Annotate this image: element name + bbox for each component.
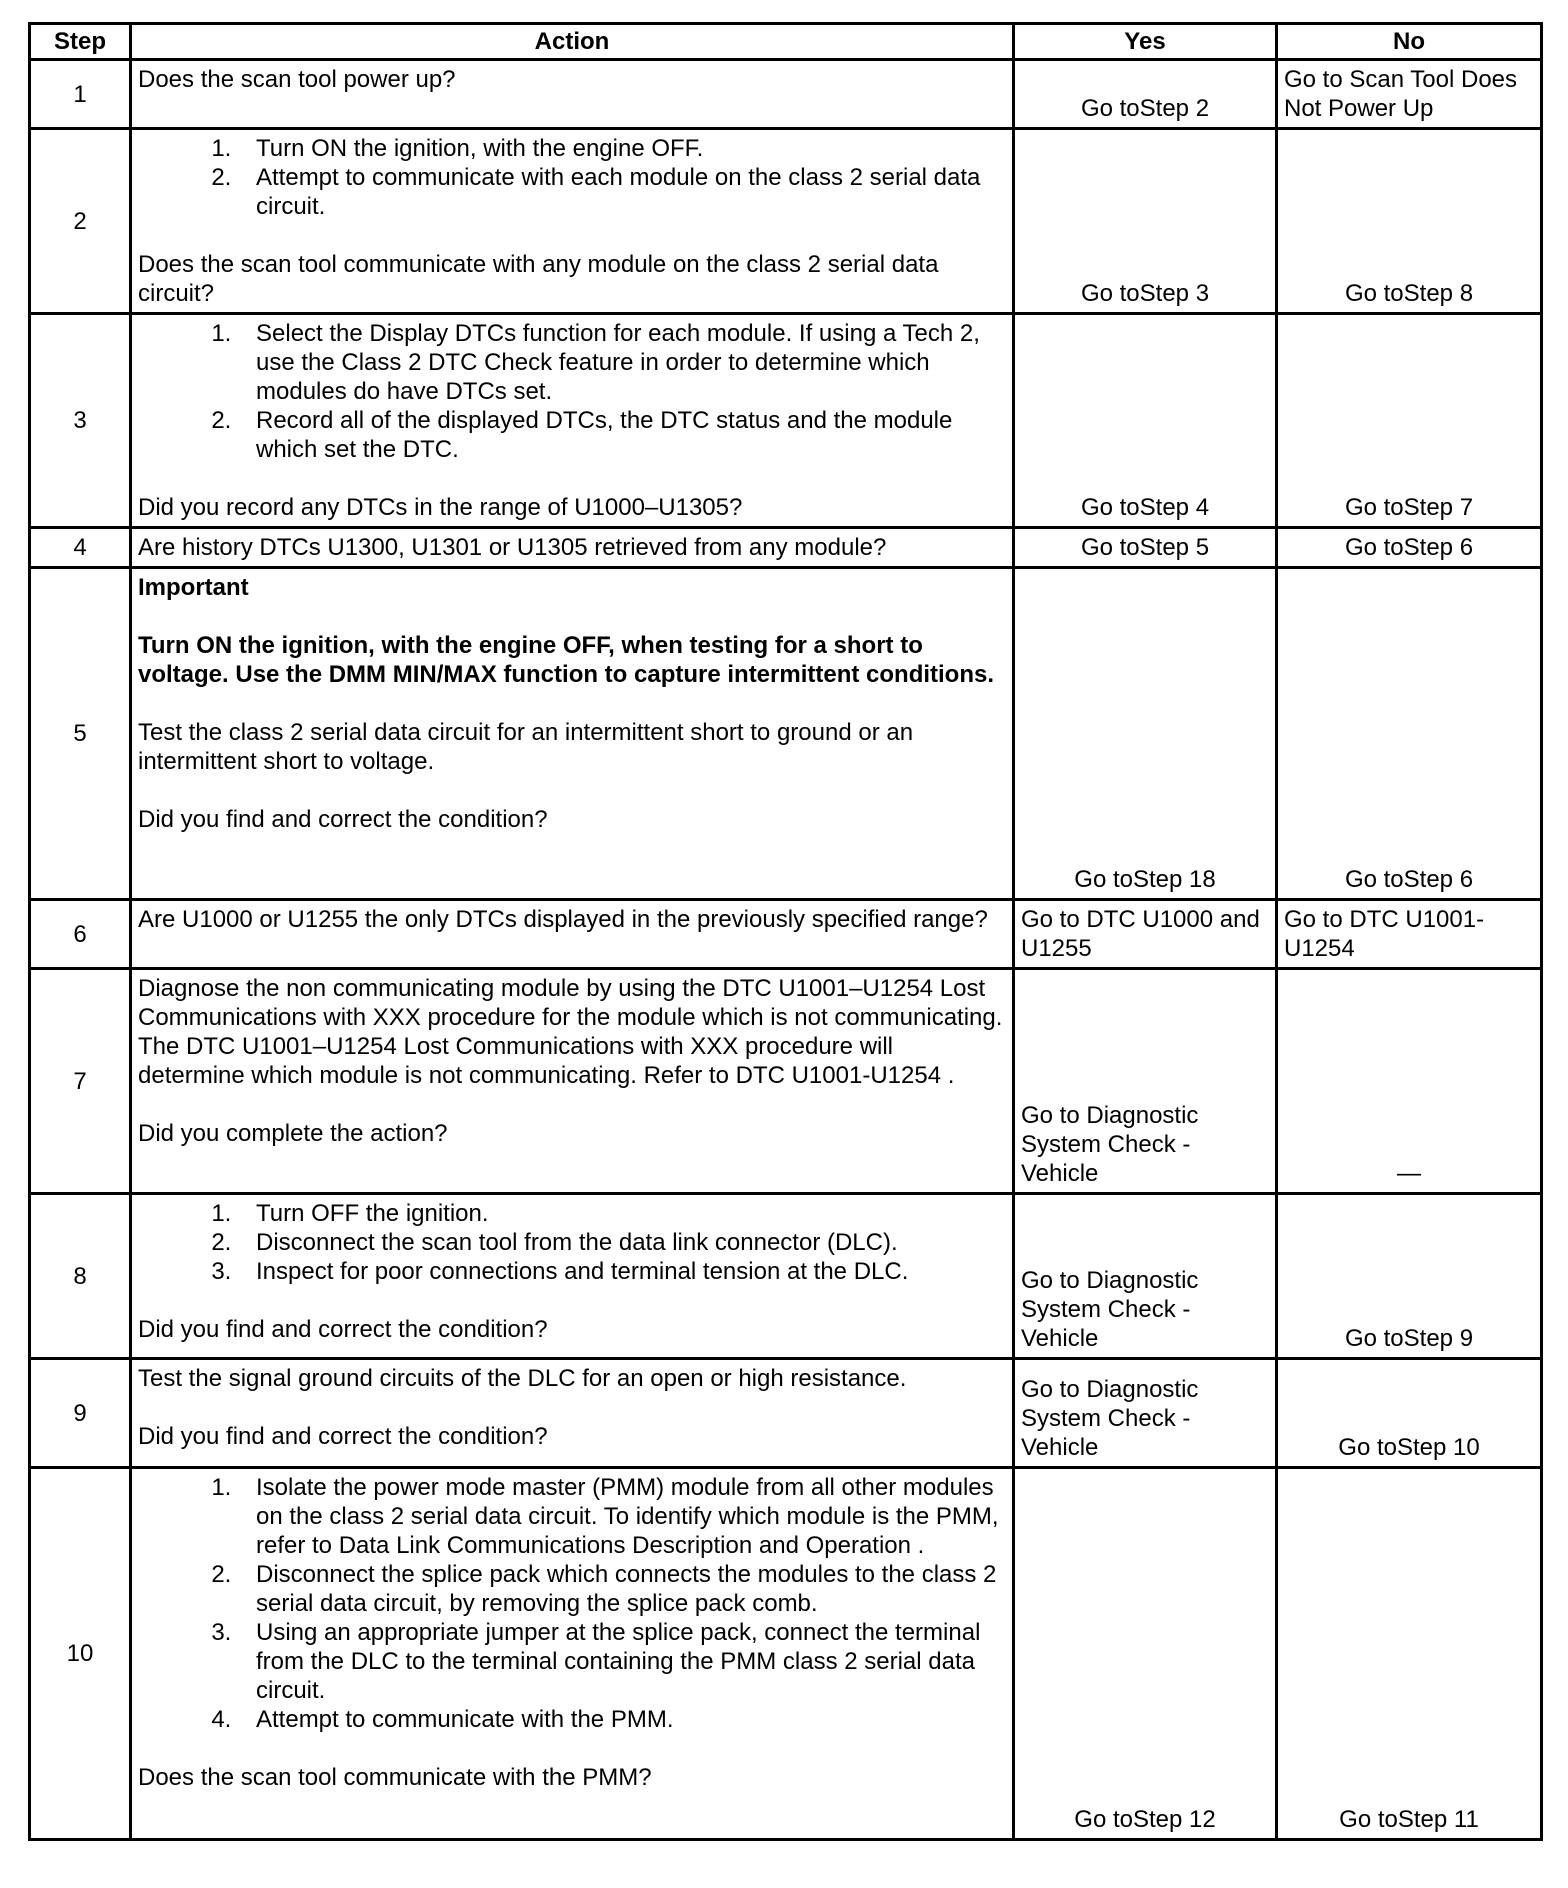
no-cell: Go toStep 11 — [1277, 1468, 1542, 1840]
table-row — [30, 1194, 1542, 1359]
action-cell — [131, 528, 1014, 568]
header-step: Step — [30, 24, 131, 60]
action-list-item: 4. Attempt to communicate with the PMM. — [238, 1705, 1006, 1734]
no-cell: Go toStep 6 — [1277, 568, 1542, 900]
action-cell — [131, 1359, 1014, 1468]
no-cell: Go toStep 7 — [1277, 314, 1542, 528]
action-cell — [131, 900, 1014, 969]
yes-cell: Go to Diagnostic System Check - Vehicle — [1014, 1194, 1277, 1359]
table-row — [30, 528, 1542, 568]
yes-cell: Go toStep 12 — [1014, 1468, 1277, 1840]
action-question: Did you find and correct the condition? — [138, 806, 548, 833]
action-cell — [131, 129, 1014, 314]
action-question: Did you find and correct the condition? — [138, 1316, 548, 1343]
action-cell — [131, 568, 1014, 900]
header-action: Action — [131, 24, 1014, 60]
action-cell — [131, 969, 1014, 1194]
table-row — [30, 900, 1542, 969]
no-cell: — — [1277, 969, 1542, 1194]
header-yes: Yes — [1014, 24, 1277, 60]
step-number: 8 — [30, 1194, 131, 1359]
table-row — [30, 1468, 1542, 1840]
action-question: Did you record any DTCs in the range of U1000–U1305? — [138, 494, 743, 521]
step-number: 10 — [30, 1468, 131, 1840]
no-cell: Go toStep 8 — [1277, 129, 1542, 314]
yes-cell: Go to Diagnostic System Check - Vehicle — [1014, 1359, 1277, 1468]
step-number: 5 — [30, 568, 131, 900]
step-number: 7 — [30, 969, 131, 1194]
yes-cell: Go toStep 3 — [1014, 129, 1277, 314]
yes-cell: Go to Diagnostic System Check - Vehicle — [1014, 969, 1277, 1194]
table-row — [30, 1359, 1542, 1468]
table-row — [30, 129, 1542, 314]
action-list-item: 2. Attempt to communicate with each module on the class 2 serial data circuit. — [238, 163, 1006, 221]
action-list-item: 2. Disconnect the scan tool from the data link connector (DLC). — [238, 1228, 1006, 1257]
action-list — [138, 1199, 1006, 1286]
no-cell: Go toStep 10 — [1277, 1359, 1542, 1468]
no-cell: Go to DTC U1001-U1254 — [1277, 900, 1542, 969]
header-no: No — [1277, 24, 1542, 60]
yes-cell: Go toStep 5 — [1014, 528, 1277, 568]
action-list-item: 1. Turn ON the ignition, with the engine OFF. — [238, 134, 1006, 163]
action-list-item: 1. Select the Display DTCs function for each module. If using a Tech 2, use the Class 2 DTC Check feature in order to determine which modules do have DTCs set. — [238, 319, 1006, 406]
header-row — [30, 24, 1542, 60]
action-list-item: 2. Record all of the displayed DTCs, the DTC status and the module which set the DTC. — [238, 406, 1006, 464]
action-question: Are U1000 or U1255 the only DTCs displayed in the previously specified range? — [138, 906, 988, 933]
important-note: Turn ON the ignition, with the engine OFF, when testing for a short to voltage. Use the DMM MIN/MAX function to capture intermittent conditions. — [138, 632, 995, 688]
action-text: Test the signal ground circuits of the DLC for an open or high resistance. — [138, 1365, 907, 1392]
action-list-item: 1. Turn OFF the ignition. — [238, 1199, 1006, 1228]
action-question: Did you find and correct the condition? — [138, 1423, 548, 1450]
step-number: 1 — [30, 60, 131, 129]
no-cell: Go to Scan Tool Does Not Power Up — [1277, 60, 1542, 129]
table-row — [30, 60, 1542, 129]
table-row — [30, 969, 1542, 1194]
step-number: 4 — [30, 528, 131, 568]
action-question: Does the scan tool communicate with the PMM? — [138, 1764, 652, 1791]
step-number: 9 — [30, 1359, 131, 1468]
action-question: Does the scan tool power up? — [138, 66, 456, 93]
action-list — [138, 319, 1006, 464]
action-cell — [131, 60, 1014, 129]
action-cell — [131, 1194, 1014, 1359]
table-row — [30, 568, 1542, 900]
action-list-item: 1. Isolate the power mode master (PMM) module from all other modules on the class 2 serial data circuit. To identify which module is the PMM, refer to Data Link Communications Description and Operation . — [238, 1473, 1006, 1560]
no-cell: Go toStep 6 — [1277, 528, 1542, 568]
action-question: Are history DTCs U1300, U1301 or U1305 retrieved from any module? — [138, 534, 887, 561]
action-text: Diagnose the non communicating module by using the DTC U1001–U1254 Lost Communications with XXX procedure for the module which is not communicating. The DTC U1001–U1254 Lost Communications with XXX procedure will determine which module is not communicating. Refer to DTC U1001-U1254 . — [138, 975, 1003, 1089]
step-number: 6 — [30, 900, 131, 969]
action-list-item: 3. Inspect for poor connections and terminal tension at the DLC. — [238, 1257, 1006, 1286]
diagnostic-table — [28, 22, 1543, 1841]
action-list-item: 3. Using an appropriate jumper at the splice pack, connect the terminal from the DLC to the terminal containing the PMM class 2 serial data circuit. — [238, 1618, 1006, 1705]
action-list-item: 2. Disconnect the splice pack which connects the modules to the class 2 serial data circuit, by removing the splice pack comb. — [238, 1560, 1006, 1618]
diagnostic-table-page — [28, 22, 1540, 1841]
table-row — [30, 314, 1542, 528]
yes-cell: Go toStep 18 — [1014, 568, 1277, 900]
action-list — [138, 134, 1006, 221]
important-label: Important — [138, 574, 249, 601]
no-cell: Go toStep 9 — [1277, 1194, 1542, 1359]
yes-cell: Go to DTC U1000 and U1255 — [1014, 900, 1277, 969]
action-list — [138, 1473, 1006, 1734]
step-number: 2 — [30, 129, 131, 314]
action-cell — [131, 1468, 1014, 1840]
yes-cell: Go toStep 4 — [1014, 314, 1277, 528]
action-question: Does the scan tool communicate with any module on the class 2 serial data circuit? — [138, 251, 939, 307]
action-question: Did you complete the action? — [138, 1120, 448, 1147]
yes-cell: Go toStep 2 — [1014, 60, 1277, 129]
action-cell — [131, 314, 1014, 528]
step-number: 3 — [30, 314, 131, 528]
action-text: Test the class 2 serial data circuit for an intermittent short to ground or an intermittent short to voltage. — [138, 719, 914, 775]
